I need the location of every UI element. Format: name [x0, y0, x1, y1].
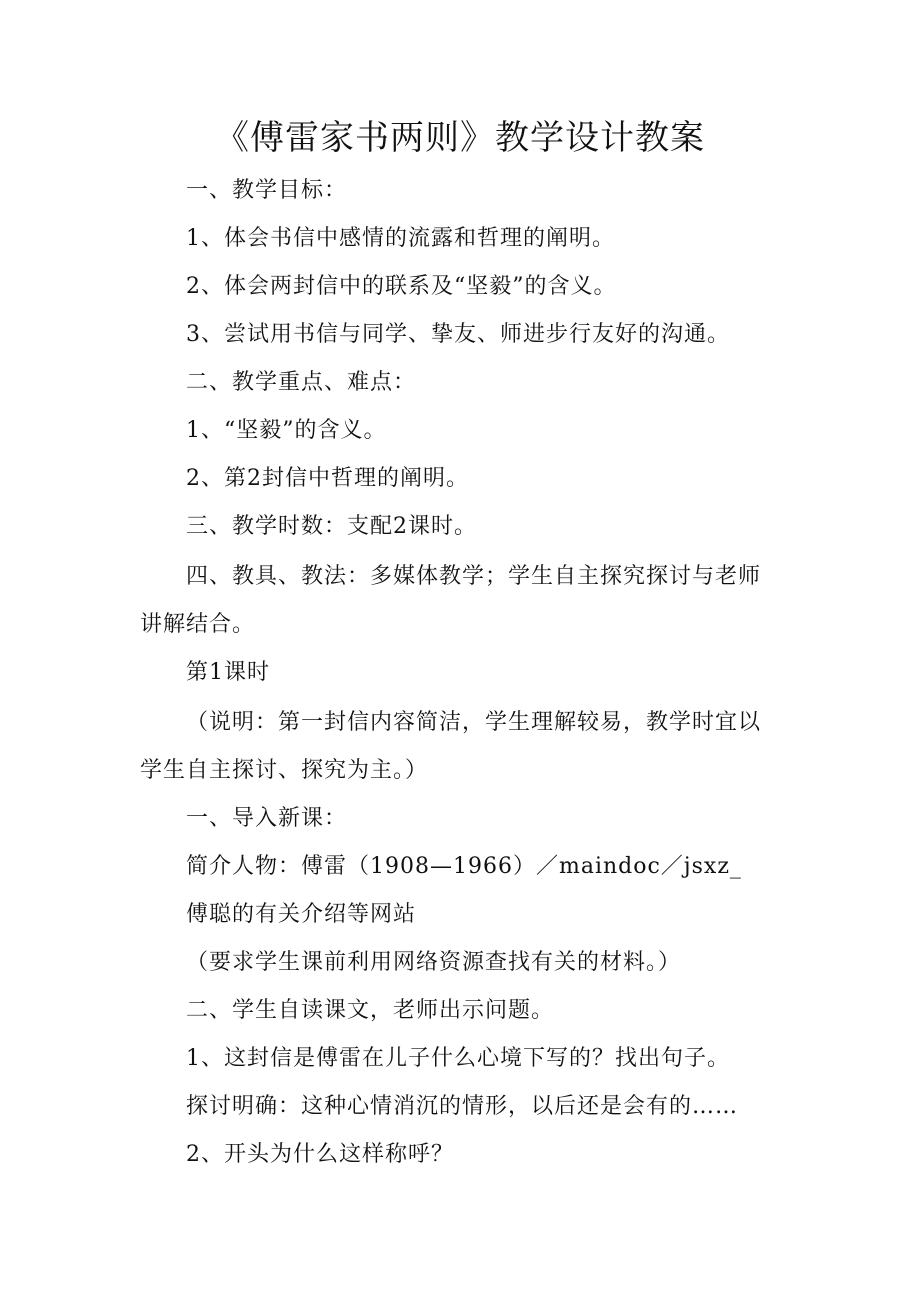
section-heading-goals: 一、教学目标： — [186, 178, 348, 203]
section-heading-intro: 一、导入新课： — [186, 806, 348, 831]
paragraph-line: 讲解结合。 — [140, 612, 256, 637]
document-title: 《傅雷家书两则》教学设计教案 — [215, 118, 705, 158]
paragraph-line: 3、尝试用书信与同学、挚友、师进步行友好的沟通。 — [186, 322, 730, 347]
lesson-heading: 第1课时 — [186, 660, 270, 685]
paragraph-line: 简介人物：傅雷（1908—1966）／maindoc／jsxz_ — [186, 854, 742, 879]
paragraph-line: 2、开头为什么这样称呼？ — [186, 1142, 454, 1167]
paragraph-line: 探讨明确：这种心情消沉的情形，以后还是会有的…… — [186, 1094, 739, 1119]
section-heading-key-points: 二、教学重点、难点： — [186, 370, 417, 395]
section-heading-reading: 二、学生自读课文，老师出示问题。 — [186, 998, 555, 1023]
paragraph-line: 2、第2封信中哲理的阐明。 — [186, 466, 469, 491]
paragraph-line: 1、“坚毅”的含义。 — [186, 418, 387, 443]
paragraph-line: 1、这封信是傅雷在儿子什么心境下写的？找出句子。 — [186, 1046, 730, 1071]
paragraph-line: （说明：第一封信内容简洁，学生理解较易，教学时宜以 — [186, 710, 762, 735]
section-heading-hours: 三、教学时数：支配2课时。 — [186, 514, 477, 539]
paragraph-line: 学生自主探讨、探究为主。） — [140, 758, 429, 783]
paragraph-line: 1、体会书信中感情的流露和哲理的阐明。 — [186, 226, 615, 251]
paragraph-line: 傅聪的有关介绍等网站 — [186, 902, 417, 927]
paragraph-line: 2、体会两封信中的联系及“坚毅”的含义。 — [186, 274, 617, 299]
paragraph-line: （要求学生课前利用网络资源查找有关的材料。） — [186, 950, 682, 975]
section-heading-methods: 四、教具、教法：多媒体教学；学生自主探究探讨与老师 — [186, 564, 762, 589]
